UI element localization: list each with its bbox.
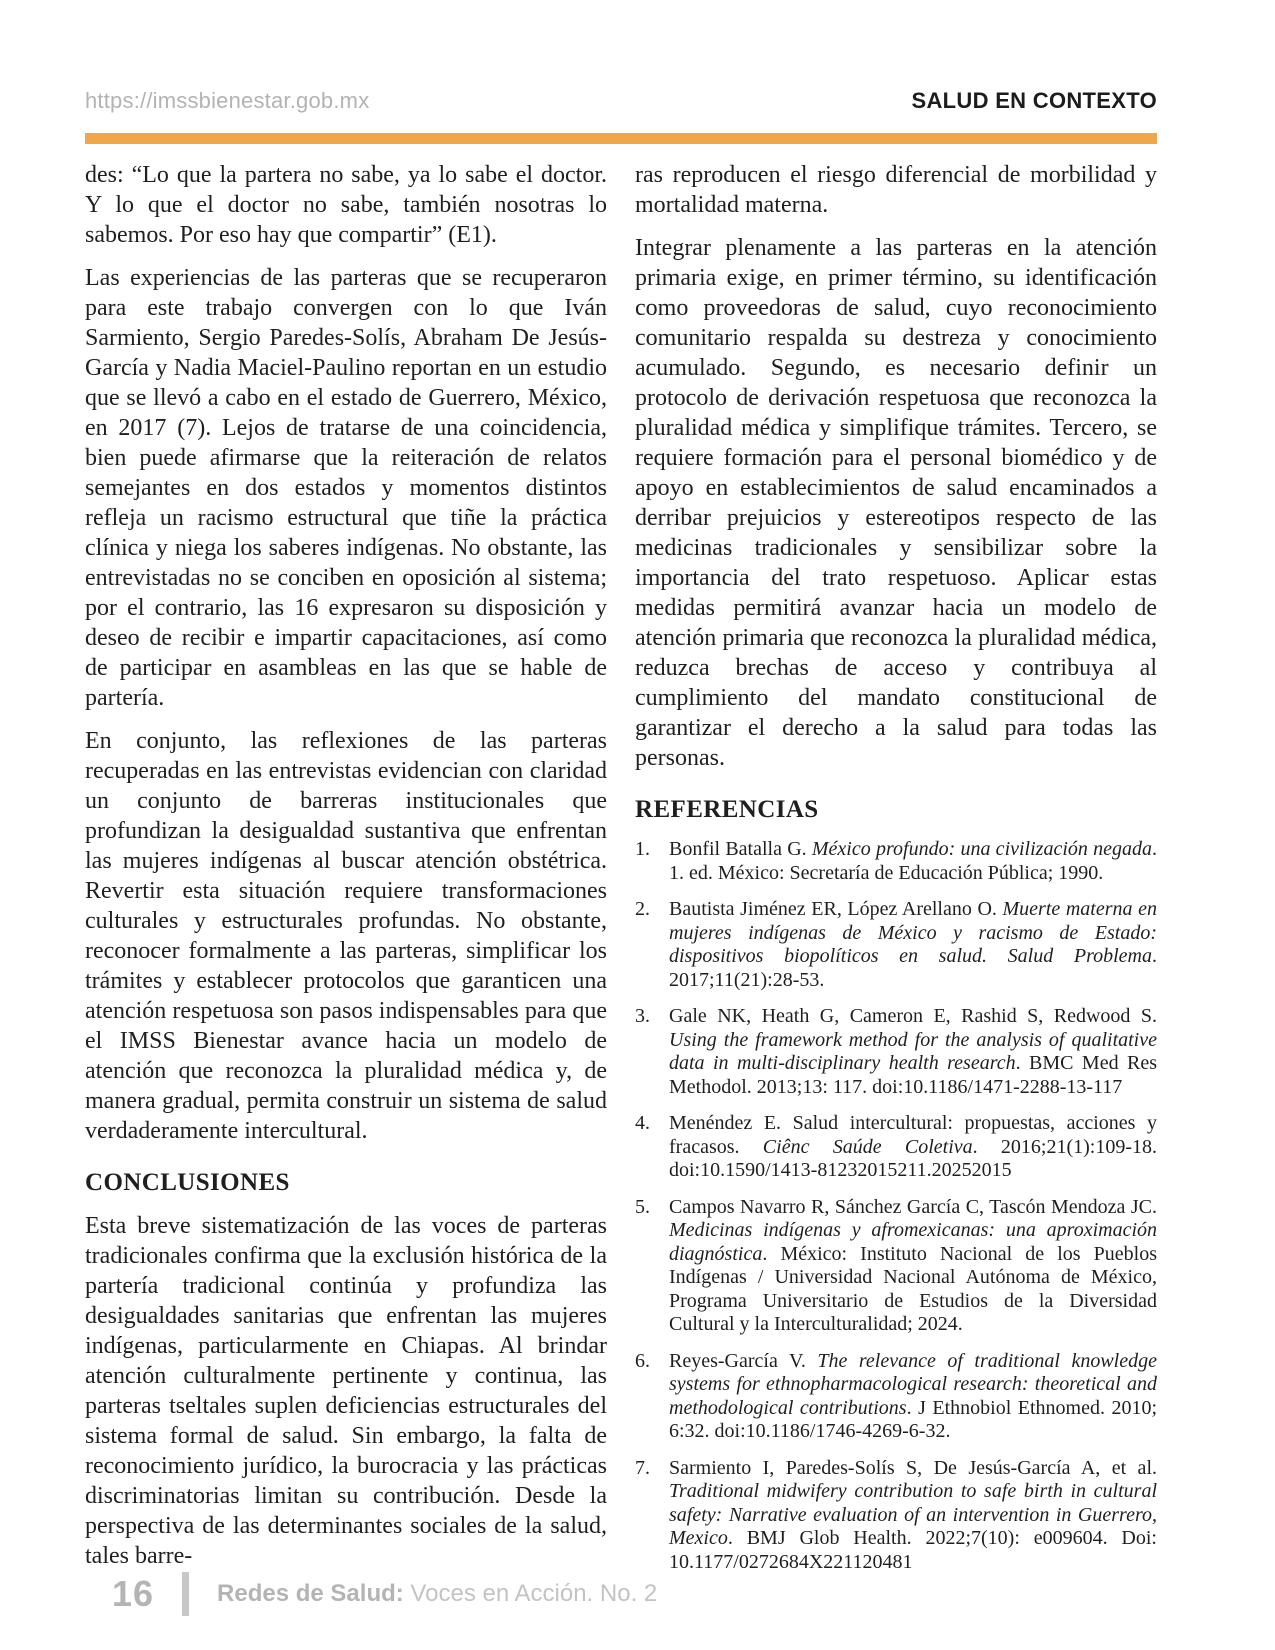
reference-segment: Bonfil Batalla G. <box>669 838 812 860</box>
reference-text <box>669 1350 1157 1444</box>
right-column <box>635 160 1157 1587</box>
header-url: https://imssbienestar.gob.mx <box>85 88 370 113</box>
reference-text <box>669 838 1157 885</box>
header-section-title: SALUD EN CONTEXTO <box>911 88 1157 113</box>
reference-segment: Ciênc Saúde Coletiva <box>762 1135 973 1158</box>
reference-text <box>669 1112 1157 1183</box>
reference-segment: . BMC Med Res Methodol. 2013;13: 117. doi:10.1186/1471-2288-13-117 <box>669 1052 1157 1098</box>
reference-text <box>669 1196 1157 1337</box>
reference-item <box>635 1196 1157 1337</box>
reference-segment: Bautista Jiménez ER, López Arellano O. <box>669 898 1003 920</box>
paragraph: Integrar plenamente a las parteras en la atención primaria exige, en primer término, su identificación como proveedoras de salud, cuyo reconocimiento comunitario respalda su destreza y conocimiento acumulado. Segundo, es necesario definir un protocolo de derivación respetuosa que reconozca la pluralidad médica y simplifique trámites. Tercero, se requiere formación para el personal biomédico y de apoyo en establecimientos de salud encaminados a derribar prejuicios y estereotipos respecto de las medicinas tradicionales y sensibilizar sobre la importancia del trato respetuoso. Aplicar estas medidas permitirá avanzar hacia un modelo de atención primaria que reconozca la pluralidad médica, reduzca brechas de acceso y contribuya al cumplimiento del mandato constitucional de garantizar el derecho a la salud para todas las personas. <box>635 235 1157 771</box>
reference-segment: Gale NK, Heath G, Cameron E, Rashid S, Redwood S. <box>669 1005 1157 1027</box>
reference-segment: Campos Navarro R, Sánchez García C, Tascón Mendoza JC. <box>669 1195 1157 1218</box>
conclusions-heading: CONCLUSIONES <box>85 1169 290 1196</box>
reference-segment: The relevance of traditional knowledge systems for ethnopharmacological research: theoretical and methodological contributions <box>669 1349 1157 1419</box>
reference-segment: . México: Instituto Nacional de los Pueblos Indígenas / Universidad Nacional Autónoma de México, Programa Universitario de Estudios de la Diversidad Cultural y la Interculturalidad; 2024. <box>669 1242 1157 1335</box>
reference-item <box>635 1112 1157 1183</box>
references-list <box>635 838 1157 1574</box>
reference-item <box>635 1350 1157 1444</box>
reference-item <box>635 838 1157 885</box>
reference-number: 1. <box>635 838 650 860</box>
paragraph: Las experiencias de las parteras que se recuperaron para este trabajo convergen con lo que Iván Sarmiento, Sergio Paredes-Solís, Abraham De Jesús-García y Nadia Maciel-Paulino reportan en un estudio que se llevó a cabo en el estado de Guerrero, México, en 2017 (7). Lejos de tratarse de una coincidencia, bien puede afirmarse que la reiteración de relatos semejantes en dos estados y momentos distintos refleja un racismo estructural que tiñe la práctica clínica y niega los saberes indígenas. No obstante, las entrevistadas no se conciben en oposición al sistema; por el contrario, las 16 expresaron su disposición y deseo de recibir e impartir capacitaciones, así como de participar en asambleas en las que se hable de partería. <box>85 265 607 711</box>
reference-item <box>635 1457 1157 1575</box>
reference-segment: . J Ethnobiol Ethnomed. 2010; 6:32. doi:10.1186/1746-4269-6-32. <box>669 1396 1158 1442</box>
reference-segment: . 2016;21(1):109-18. doi:10.1590/1413-81232015211.20252015 <box>669 1135 1158 1181</box>
paragraph: En conjunto, las reflexiones de las parteras recuperadas en las entrevistas evidencian con claridad un conjunto de barreras institucionales que profundizan la desigualdad sustantiva que enfrentan las mujeres indígenas al buscar atención obstétrica. Revertir esta situación requiere transformaciones culturales y estructurales profundas. No obstante, reconocer formalmente a las parteras, simplificar los trámites y establecer protocolos que garanticen una atención respetuosa son pasos indispensables para que el IMSS Bienestar avance hacia un modelo de atención que reconozca la pluralidad médica y, de manera gradual, permita construir un sistema de salud verdaderamente intercultural. <box>85 728 607 1144</box>
reference-number: 7. <box>635 1456 650 1479</box>
reference-segment: Muerte materna en mujeres indígenas de México y racismo de Estado: dispositivos biopolíticos en salud. Salud Problema <box>669 898 1157 967</box>
reference-segment: Using the framework method for the analysis of qualitative data in multi-disciplinary health research <box>669 1028 1157 1074</box>
reference-number: 4. <box>635 1112 650 1134</box>
reference-item <box>635 1005 1157 1099</box>
reference-segment: México profundo: una civilización negada <box>811 838 1152 860</box>
page-header <box>85 88 1157 114</box>
reference-segment: . BMJ Glob Health. 2022;7(10): e009604. Doi: 10.1177/0272684X221120481 <box>669 1527 1157 1573</box>
publication-title <box>217 1580 657 1608</box>
reference-text <box>669 1005 1157 1099</box>
publication-title-bold: Redes de Salud: <box>217 1580 404 1607</box>
reference-number: 6. <box>635 1349 650 1372</box>
accent-rule <box>85 133 1157 144</box>
reference-text <box>669 898 1157 992</box>
references-heading: REFERENCIAS <box>635 796 819 823</box>
paragraph: Esta breve sistematización de las voces de parteras tradicionales confirma que la exclusión histórica de la partería tradicional continúa y profundiza las desigualdades sanitarias que enfrentan las mujeres indígenas, particularmente en Chiapas. Al brindar atención culturalmente pertinente y continua, las parteras tseltales suplen deficiencias estructurales del sistema formal de salud. Sin embargo, la falta de reconocimiento jurídico, la burocracia y las prácticas discriminatorias limitan su contribución. Desde la perspectiva de las determinantes sociales de la salud, tales barre- <box>85 1213 607 1569</box>
page-footer <box>112 1568 657 1620</box>
reference-segment: Sarmiento I, Paredes-Solís S, De Jesús-García A, et al. <box>669 1456 1157 1479</box>
article-body <box>85 160 1157 1587</box>
reference-number: 5. <box>635 1195 650 1218</box>
paragraph: ras reproducen el riesgo diferencial de morbilidad y mortalidad materna. <box>635 162 1157 218</box>
paragraph: des: “Lo que la partera no sabe, ya lo sabe el doctor. Y lo que el doctor no sabe, también nosotras lo sabemos. Por eso hay que compartir” (E1). <box>85 162 607 248</box>
left-column <box>85 160 607 1587</box>
footer-divider-bar <box>182 1572 189 1616</box>
page-number: 16 <box>112 1573 155 1614</box>
reference-text <box>669 1457 1157 1575</box>
reference-segment: Traditional midwifery contribution to safe birth in cultural safety: Narrative evaluation of an intervention in Guerrero, Mexico <box>669 1480 1157 1549</box>
reference-item <box>635 898 1157 992</box>
publication-title-rest: Voces en Acción. No. 2 <box>403 1580 658 1607</box>
reference-segment: Medicinas indígenas y afromexicanas: una aproximación diagnóstica <box>669 1219 1157 1265</box>
reference-number: 2. <box>635 898 650 920</box>
reference-segment: Menéndez E. Salud intercultural: propuestas, acciones y fracasos. <box>669 1112 1157 1158</box>
reference-segment: Reyes-García V. <box>669 1349 818 1372</box>
reference-segment: . 1. ed. México: Secretaría de Educación Pública; 1990. <box>669 838 1157 884</box>
reference-number: 3. <box>635 1005 650 1027</box>
reference-segment: . 2017;11(21):28-53. <box>669 945 1157 991</box>
